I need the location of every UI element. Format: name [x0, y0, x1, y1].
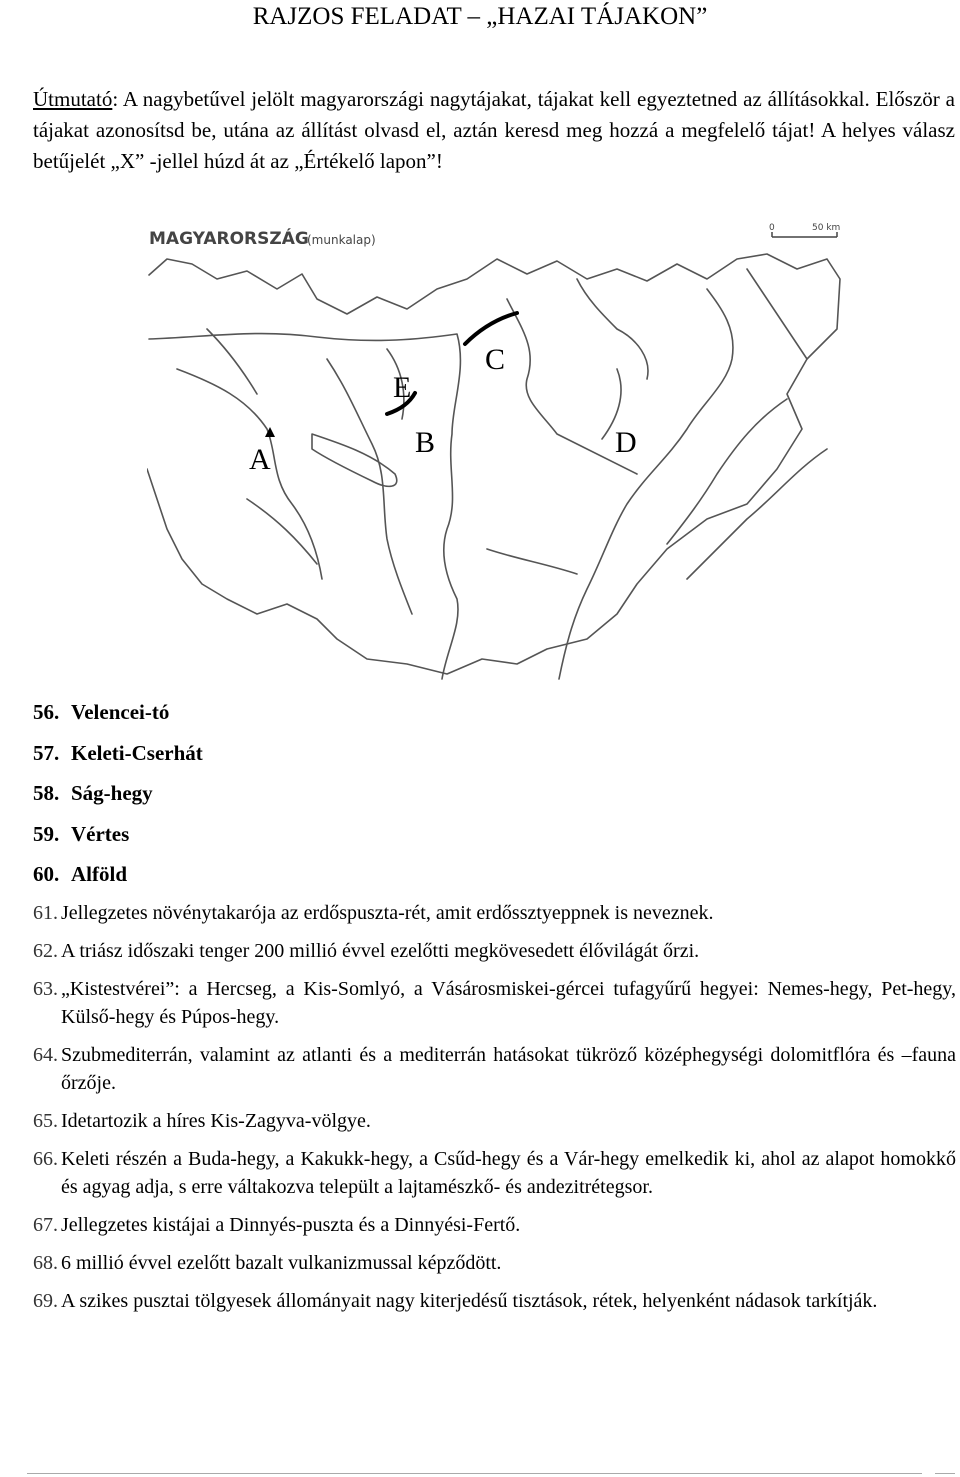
footer-divider-short [935, 1473, 955, 1474]
place-item [33, 819, 203, 860]
statement-text: Keleti részén a Buda-hegy, a Kakukk-hegy, a Csűd-hegy és a Vár-hegy emelkedik ki, ahol az alapot homokkő és agyag adja, s erre váltakozva települt a lajtamészkő- és andezitrétegsor. [61, 1148, 956, 1198]
map-letter-d: D [615, 426, 637, 459]
place-name: Keleti-Cserhát [71, 740, 203, 765]
tisza-river [559, 289, 733, 679]
map-letter-c: C [485, 343, 506, 376]
page-title: RAJZOS FELADAT – „HAZAI TÁJAKON” [252, 3, 708, 30]
statement-text: A triász időszaki tenger 200 millió évvel ezelőtti megkövesedett élővilágát őrzi. [61, 940, 700, 962]
place-name: Alföld [71, 862, 128, 886]
statements-list [33, 899, 956, 1325]
statement-num: 68. [33, 1252, 58, 1274]
place-num: 60. [33, 862, 60, 886]
statement-text: A szikes pusztai tölgyesek állományait nagy kiterjedésű tisztások, rétek, helyenként nádasok tarkítják. [61, 1290, 878, 1312]
place-item [33, 778, 203, 819]
scale-zero: 0 [769, 223, 775, 233]
statement-text: 6 millió évvel ezelőtt bazalt vulkanizmussal képződött. [61, 1252, 502, 1274]
statement-item [33, 1249, 956, 1277]
statement-item [33, 937, 956, 965]
place-item [33, 859, 203, 900]
map-subtitle: (munkalap) [307, 233, 376, 247]
statement-text: Jellegzetes növénytakarója az erdőspuszta-rét, amit erdőssztyeppnek is neveznek. [61, 902, 714, 924]
statement-num: 67. [33, 1214, 58, 1236]
statement-num: 63. [33, 978, 58, 1000]
map-title: MAGYARORSZÁG [149, 229, 309, 249]
statement-text: Jellegzetes kistájai a Dinnyés-puszta és a Dinnyési-Fertő. [61, 1214, 521, 1236]
statement-item [33, 975, 956, 1031]
map-letter-b: B [415, 426, 436, 459]
scale-bar [769, 223, 840, 237]
place-num: 57. [33, 740, 60, 765]
statement-item [33, 1211, 956, 1239]
statement-item [33, 1041, 956, 1097]
statement-text: Idetartozik a híres Kis-Zagyva-völgye. [61, 1110, 371, 1132]
place-num: 56. [33, 700, 60, 724]
hungary-map [147, 219, 842, 684]
map-letter-a: A [249, 443, 271, 476]
danube-river [149, 334, 460, 679]
scale-label: 50 km [812, 223, 841, 233]
statement-item [33, 1107, 956, 1135]
place-name: Ság-hegy [71, 781, 153, 805]
place-num: 59. [33, 821, 60, 846]
statement-num: 62. [33, 940, 58, 962]
instructions [33, 84, 955, 177]
places-list [33, 697, 203, 900]
statement-num: 66. [33, 1148, 58, 1170]
lake-shape [312, 434, 397, 486]
marker-arc-c [465, 313, 517, 344]
place-name: Velencei-tó [71, 700, 170, 724]
statement-num: 61. [33, 902, 58, 924]
place-item [33, 697, 203, 738]
statement-text: Szubmediterrán, valamint az atlanti és a mediterrán hatásokat tükröző középhegységi dolomitflóra és –fauna őrzője. [61, 1044, 956, 1094]
place-name: Vértes [71, 821, 130, 846]
statement-num: 69. [33, 1290, 58, 1312]
footer-divider [27, 1473, 922, 1474]
statement-text: „Kistestvérei”: a Hercseg, a Kis-Somlyó, a Vásárosmiskei-gércei tufagyűrű hegyei: Nemes-hegy, Pet-hegy, Külső-hegy és Púpos-hegy. [61, 978, 956, 1028]
map-letter-e: E [393, 371, 412, 404]
statement-item [33, 1145, 956, 1201]
place-item [33, 738, 203, 779]
instructions-text: : A nagybetűvel jelölt magyarországi nagytájakat, tájakat kell egyeztetned az állításokkal. Először a tájakat azonosítsd be, utána az állítást olvasd el, aztán keresd meg hozzá a megfelelő tájat! A helyes válasz betűjelét „X” -jellel húzd át az „Értékelő lapon”! [33, 87, 955, 173]
place-num: 58. [33, 781, 60, 805]
statement-item [33, 899, 956, 927]
instructions-label: Útmutató [33, 87, 113, 111]
statement-num: 64. [33, 1044, 58, 1066]
statement-num: 65. [33, 1110, 58, 1132]
statement-item [33, 1287, 956, 1315]
